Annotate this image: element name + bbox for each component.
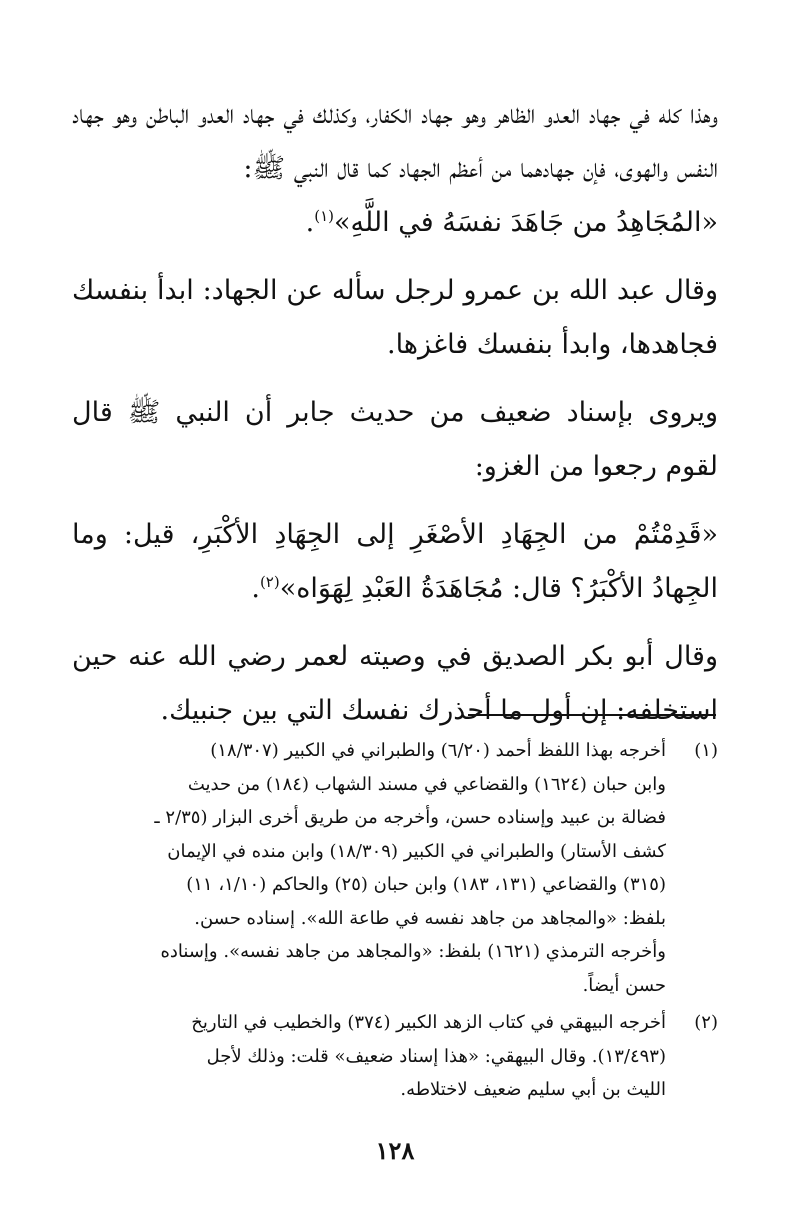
footnote-line: (١٣/٤٩٣). وقال البيهقي: «هذا إسناد ضعيف» قلت: وذلك لأجل (206, 1045, 666, 1067)
footnote-line: حسن أيضاً. (582, 974, 666, 996)
quote-end: . (251, 573, 260, 604)
footnote-line: (٣١٥) والقضاعي (١٣١، ١٨٣) وابن حبان (٢٥) والحاكم (١/١٠، ١١) (186, 874, 666, 895)
paragraph-1 (72, 88, 718, 196)
footnote-line: وأخرجه الترمذي (١٦٢١) بلفظ: «والمجاهد من جاهد نفسه». وإسناده (160, 941, 666, 962)
footnote-separator (468, 714, 716, 716)
text-line: ويروى بإسناد ضعيف من حديث جابر أن النبي ﷺ قال (72, 397, 718, 428)
footnote-line: أخرجه بهذا اللفظ أحمد (٦/٢٠) والطبراني في الكبير (١٨/٣٠٧) (210, 740, 666, 761)
footnote-line: أخرجه البيهقي في كتاب الزهد الكبير (٣٧٤) والخطيب في التاريخ (191, 1012, 666, 1033)
hadith-quote-2 (72, 508, 718, 616)
text-line: وقال عبد الله بن عمرو لرجل سأله عن الجهاد: ابدأ بنفسك (72, 275, 718, 306)
footnote-marker-2[interactable]: (٢) (259, 573, 280, 591)
quote-end: . (305, 207, 315, 238)
footnote-line: الليث بن أبي سليم ضعيف لاختلاطه. (400, 1079, 666, 1100)
text-line: فجاهدها، وابدأ بنفسك فاغزها. (387, 329, 718, 360)
page-number: ١٢٨ (375, 1136, 415, 1165)
text-line: أعظم الجهاد كما قال النبي ﷺ: (243, 153, 483, 184)
text-line: في جهاد العدو الباطن وهو جهاد النفس والهوى، فإن جهادهما من (72, 99, 718, 184)
paragraph-3 (72, 386, 718, 494)
main-text (72, 88, 718, 738)
text-line: وقال أبو بكر الصديق في وصيته لعمر رضي الله عنه حين (72, 641, 718, 672)
paragraph-2 (72, 264, 718, 372)
text-line: لقوم رجعوا من الغزو: (474, 451, 718, 482)
footnote-line: كشف الأستار) والطبراني في الكبير (١٨/٣٠٩) وابن منده في الإيمان (167, 840, 666, 862)
footnote-line: وابن حبان (١٦٢٤) والقضاعي في مسند الشهاب (١٨٤) من حديث (187, 773, 666, 795)
text-line: استخلفه: إن أول ما أحذرك نفسك التي بين جنبيك. (160, 695, 718, 726)
footnote-line: بلفظ: «والمجاهد من جاهد نفسه في طاعة الله». إسناده حسن. (194, 907, 666, 929)
footnote-number: (٢) (694, 1012, 718, 1033)
footnote-line: فضالة بن عبيد وإسناده حسن، وأخرجه من طريق أخرى البزار (٢/٣٥ ـ (154, 807, 666, 828)
text-line: وما الجِهادُ الأكْبَرُ؟ قال: مُجَاهَدَةُ العَبْدِ لِهَوَاه» (72, 519, 718, 604)
footnotes (72, 734, 718, 1107)
paragraph-4 (72, 630, 718, 738)
footnote-number: (١) (694, 740, 718, 761)
text-line: وهذا كله في جهاد العدو الظاهر وهو جهاد الكفار، وكذلك (312, 99, 718, 130)
hadith-quote-1 (72, 196, 718, 250)
footnote-marker-1[interactable]: (١) (314, 207, 334, 225)
footnote-1 (72, 734, 718, 1002)
text-line: «قَدِمْتُمْ من الجِهَادِ الأصْغَرِ إلى الجِهَادِ الأكْبَرِ، قيل: (123, 519, 718, 550)
quote-text: «المُجَاهِدُ من جَاهَدَ نفسَهُ في اللَّهِ» (334, 207, 718, 238)
footnote-2 (72, 1006, 718, 1107)
